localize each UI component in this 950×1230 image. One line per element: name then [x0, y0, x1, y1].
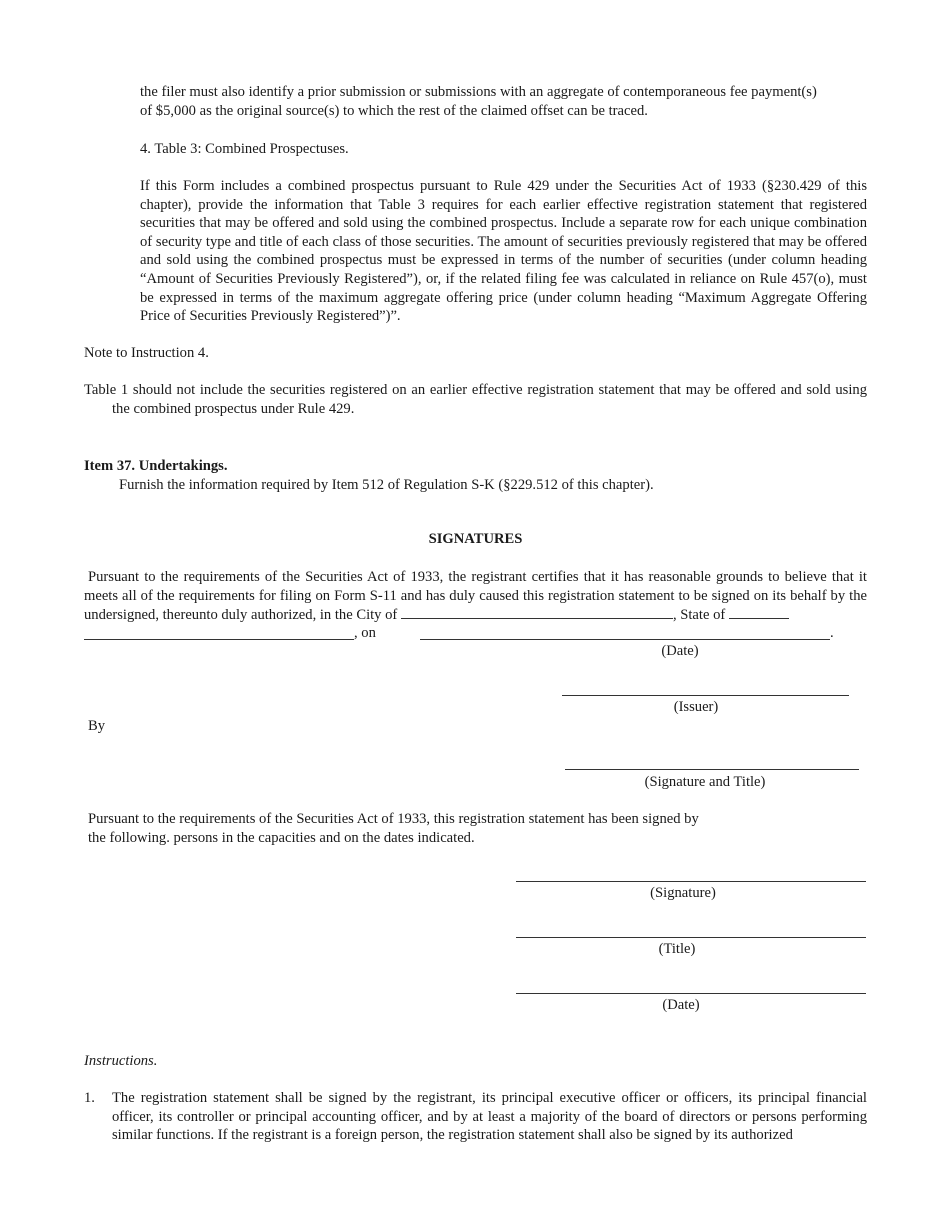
title-line [516, 937, 866, 938]
continuation-line-1: the filer must also identify a prior submission or submissions with an aggregate of contemporaneous fee payment(s) [140, 84, 817, 100]
signature-line [516, 881, 866, 882]
date-caption: (Date) [661, 643, 699, 659]
title-caption: (Title) [658, 941, 696, 957]
signature-caption: (Signature) [650, 885, 716, 901]
instructions-heading: Instructions. [84, 1053, 158, 1069]
by-label: By [88, 718, 106, 734]
signatures-title: SIGNATURES [428, 531, 523, 547]
on-label: , on [354, 625, 376, 641]
note-heading: Note to Instruction 4. [84, 345, 209, 361]
city-blank [401, 605, 673, 619]
date-period: . [830, 625, 834, 641]
date-blank [420, 639, 830, 640]
signatures-paragraph-2-line-2: the following. persons in the capacities and on the dates indicated. [88, 830, 475, 846]
note-paragraph: Table 1 should not include the securities registered on an earlier effective registration statement that may be offered and sold using the combined prospectus under Rule 429. [84, 382, 867, 417]
table3-paragraph: If this Form includes a combined prospectus pursuant to Rule 429 under the Securities Act of 1933 (§230.429 of this chapter), provide the information that Table 3 requires for each earlier effective registration statement that registered securities that may be offered and sold using the combined prospectus. Include a separate row for each unique combination of security type and title of each class of those securities. The amount of securities previously registered that may be offered and sold using the combined prospectus must be expressed in terms of the number of securities (under column heading “Amount of Securities Previously Registered”), or, if the related filing fee was calculated in reliance on Rule 457(o), must be expressed in terms of the maximum aggregate offering price (under column heading “Maximum Aggregate Offering Price of Securities Previously Registered”)”. [140, 178, 867, 325]
instruction-1-text: The registration statement shall be signed by the registrant, its principal executive officer or officers, its principal financial officer, its controller or principal accounting officer, and by at least a majority of the board of directors or persons performing similar functions. If the registrant is a foreign person, the registration statement shall also be signed by its authorized [112, 1090, 867, 1144]
table3-heading: 4. Table 3: Combined Prospectuses. [140, 141, 349, 157]
state-blank [729, 605, 789, 619]
state-label: , State of [672, 607, 726, 624]
item37-heading: Item 37. Undertakings. [84, 458, 228, 474]
continuation-line-2: of $5,000 as the original source(s) to which the rest of the claimed offset can be traced. [140, 103, 648, 119]
state-continuation-blank [84, 639, 354, 640]
signature-and-title-line [565, 769, 859, 770]
instruction-1-number: 1. [84, 1090, 95, 1106]
issuer-signature-line [562, 695, 849, 696]
date-caption-2: (Date) [662, 997, 700, 1013]
item37-body: Furnish the information required by Item 512 of Regulation S-K (§229.512 of this chapter). [119, 477, 654, 493]
signatures-paragraph-1 [84, 568, 867, 624]
date-line [516, 993, 866, 994]
issuer-caption: (Issuer) [673, 699, 719, 715]
signatures-paragraph-1-text: Pursuant to the requirements of the Securities Act of 1933, the registrant certifies that it has reasonable grounds to believe that it meets all of the requirements for filing on Form S-11 and has duly caused this registration statement to be signed on its behalf by the undersigned, thereunto duly authorized, in the City of [84, 569, 867, 624]
signature-and-title-caption: (Signature and Title) [644, 774, 766, 790]
signatures-paragraph-2-line-1: Pursuant to the requirements of the Securities Act of 1933, this registration statement has been signed by [88, 811, 699, 827]
